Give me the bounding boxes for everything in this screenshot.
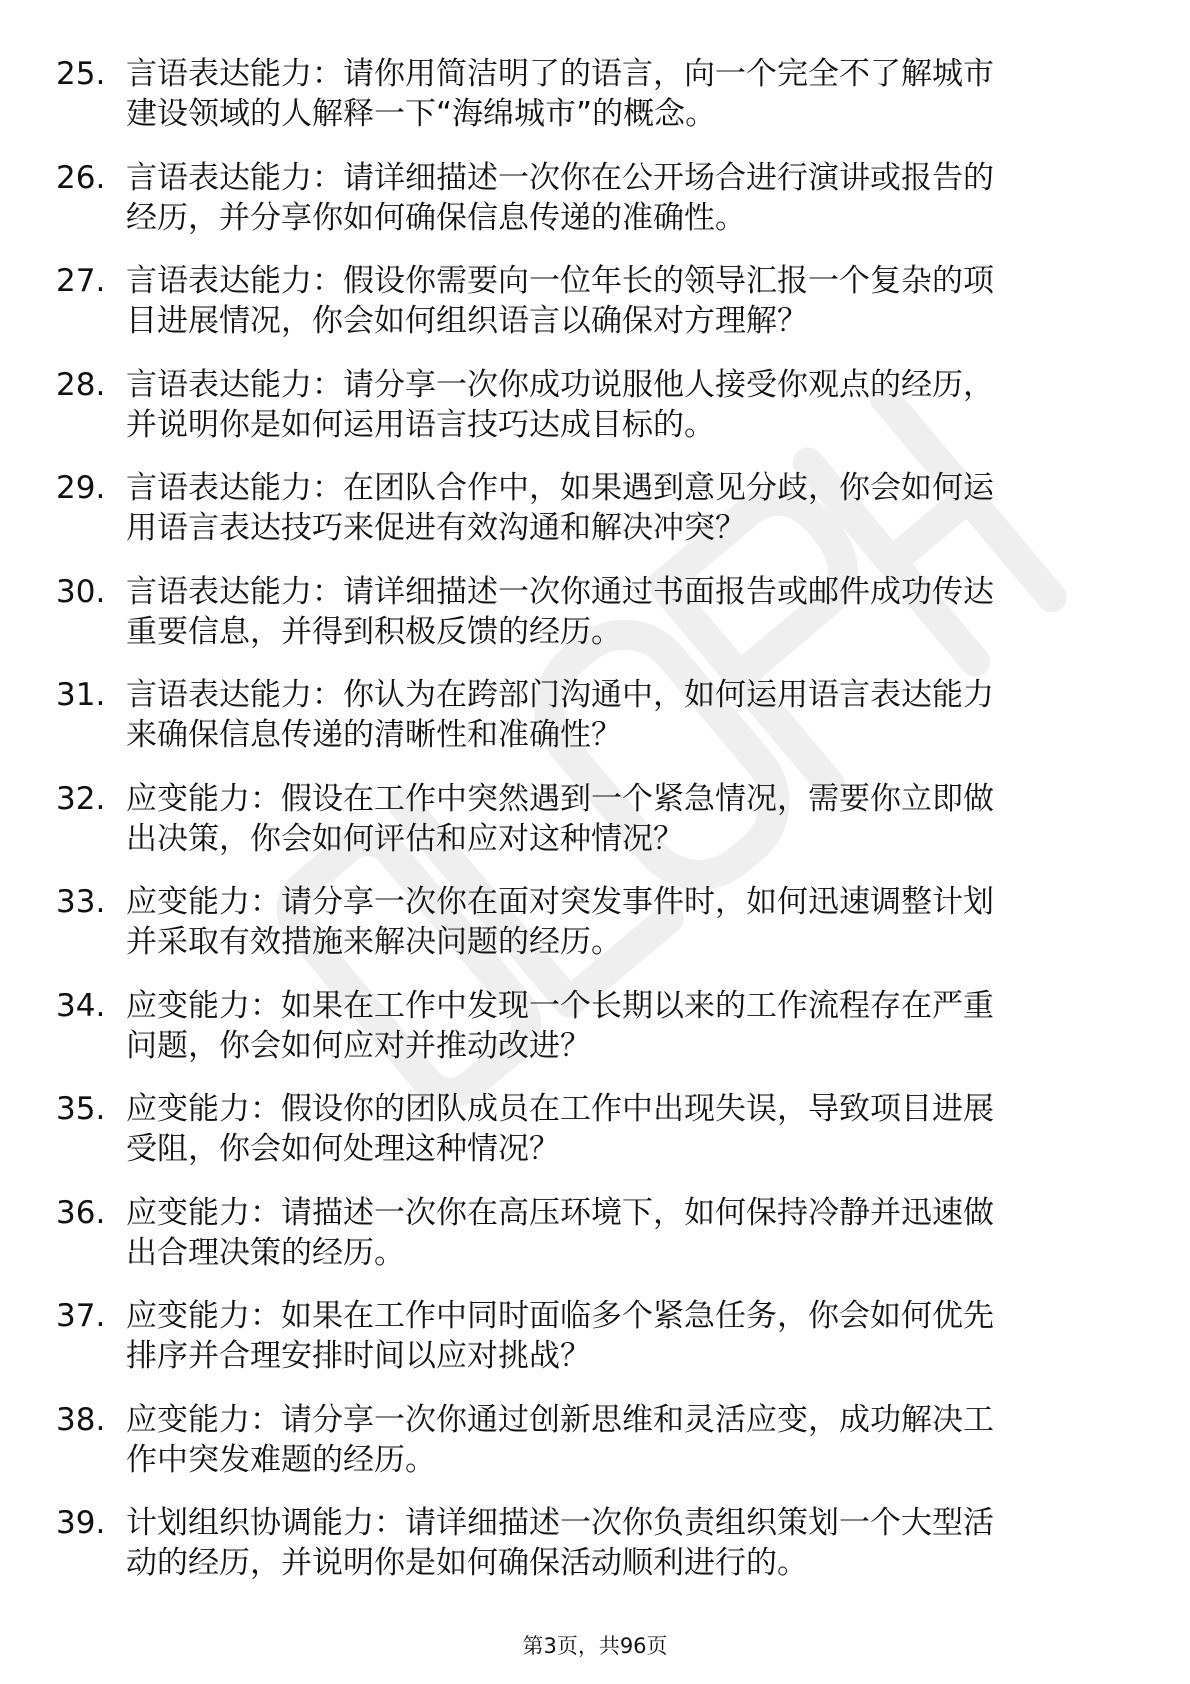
question-line: 作中突发难题的经历。	[126, 1441, 436, 1478]
question-number: 35.	[56, 1091, 106, 1127]
question-line: 出合理决策的经历。	[126, 1234, 405, 1271]
question-line: 应变能力：请描述一次你在高压环境下，如何保持冷静并迅速做	[126, 1194, 994, 1231]
question-line: 重要信息，并得到积极反馈的经历。	[126, 613, 622, 650]
question-line: 计划组织协调能力：请详细描述一次你负责组织策划一个大型活	[126, 1505, 994, 1541]
question-number: 31.	[56, 677, 106, 713]
question-item	[0, 365, 1190, 469]
question-text	[126, 572, 1106, 652]
question-line: 应变能力：假设在工作中突然遇到一个紧急情况，需要你立即做	[126, 780, 994, 817]
question-item	[0, 468, 1190, 572]
question-text	[126, 1503, 1106, 1583]
question-number: 27.	[56, 263, 106, 299]
question-text	[126, 261, 1106, 341]
question-number: 34.	[56, 987, 106, 1024]
question-line: 用语言表达技巧来促进有效沟通和解决冲突？	[126, 510, 746, 546]
question-text	[126, 779, 1106, 859]
question-line: 应变能力：请分享一次你通过创新思维和灵活应变，成功解决工	[126, 1401, 994, 1438]
question-line: 建设领域的人解释一下“海绵城市”的概念。	[126, 96, 717, 132]
question-text	[126, 1400, 1106, 1480]
question-item	[0, 1296, 1190, 1400]
question-text	[126, 1193, 1106, 1273]
question-line: 问题，你会如何应对并推动改进？	[126, 1027, 591, 1064]
question-line: 出决策，你会如何评估和应对这种情况？	[126, 820, 684, 857]
question-line: 应变能力：假设你的团队成员在工作中出现失误，导致项目进展	[126, 1091, 994, 1127]
question-item	[0, 1503, 1190, 1607]
question-item	[0, 261, 1190, 365]
question-number: 32.	[56, 780, 106, 817]
question-line: 言语表达能力：请分享一次你成功说服他人接受你观点的经历，	[126, 366, 994, 403]
question-list	[0, 54, 1190, 1607]
question-number: 29.	[56, 470, 106, 506]
question-number: 30.	[56, 573, 106, 610]
question-item	[0, 1089, 1190, 1193]
question-item	[0, 779, 1190, 883]
question-text	[126, 882, 1106, 962]
question-item	[0, 986, 1190, 1090]
question-line: 言语表达能力：请详细描述一次你在公开场合进行演讲或报告的	[126, 159, 994, 196]
question-number: 36.	[56, 1194, 106, 1231]
question-number: 28.	[56, 366, 106, 403]
question-text	[126, 158, 1106, 238]
question-line: 并采取有效措施来解决问题的经历。	[126, 924, 622, 960]
question-text	[126, 675, 1106, 755]
question-line: 动的经历，并说明你是如何确保活动顺利进行的。	[126, 1545, 808, 1581]
question-line: 并说明你是如何运用语言技巧达成目标的。	[126, 406, 715, 443]
question-line: 应变能力：如果在工作中发现一个长期以来的工作流程存在严重	[126, 987, 994, 1024]
question-line: 目进展情况，你会如何组织语言以确保对方理解？	[126, 303, 808, 339]
question-item	[0, 572, 1190, 676]
page-footer: 第3页，共96页	[522, 1634, 668, 1658]
question-item	[0, 54, 1190, 158]
question-line: 应变能力：请分享一次你在面对突发事件时，如何迅速调整计划	[126, 884, 994, 920]
question-number: 39.	[56, 1505, 106, 1541]
question-item	[0, 675, 1190, 779]
question-line: 言语表达能力：在团队合作中，如果遇到意见分歧，你会如何运	[126, 470, 994, 506]
question-number: 26.	[56, 159, 106, 196]
question-text	[126, 468, 1106, 548]
question-line: 言语表达能力：请详细描述一次你通过书面报告或邮件成功传达	[126, 573, 994, 610]
question-line: 经历，并分享你如何确保信息传递的准确性。	[126, 199, 746, 236]
question-text	[126, 1089, 1106, 1169]
question-item	[0, 882, 1190, 986]
question-line: 言语表达能力：请你用简洁明了的语言，向一个完全不了解城市	[126, 56, 994, 92]
question-item	[0, 1400, 1190, 1504]
question-text	[126, 54, 1106, 134]
question-line: 应变能力：如果在工作中同时面临多个紧急任务，你会如何优先	[126, 1298, 994, 1334]
question-item	[0, 1193, 1190, 1297]
question-line: 受阻，你会如何处理这种情况？	[126, 1131, 560, 1167]
question-text	[126, 365, 1106, 445]
question-text	[126, 1296, 1106, 1376]
question-line: 言语表达能力：假设你需要向一位年长的领导汇报一个复杂的项	[126, 263, 994, 299]
question-line: 排序并合理安排时间以应对挑战？	[126, 1338, 591, 1374]
question-number: 33.	[56, 884, 106, 920]
question-item	[0, 158, 1190, 262]
question-line: 来确保信息传递的清晰性和准确性？	[126, 717, 622, 753]
question-number: 37.	[56, 1298, 106, 1334]
question-number: 25.	[56, 56, 106, 92]
question-line: 言语表达能力：你认为在跨部门沟通中，如何运用语言表达能力	[126, 677, 994, 713]
question-number: 38.	[56, 1401, 106, 1438]
question-text	[126, 986, 1106, 1066]
